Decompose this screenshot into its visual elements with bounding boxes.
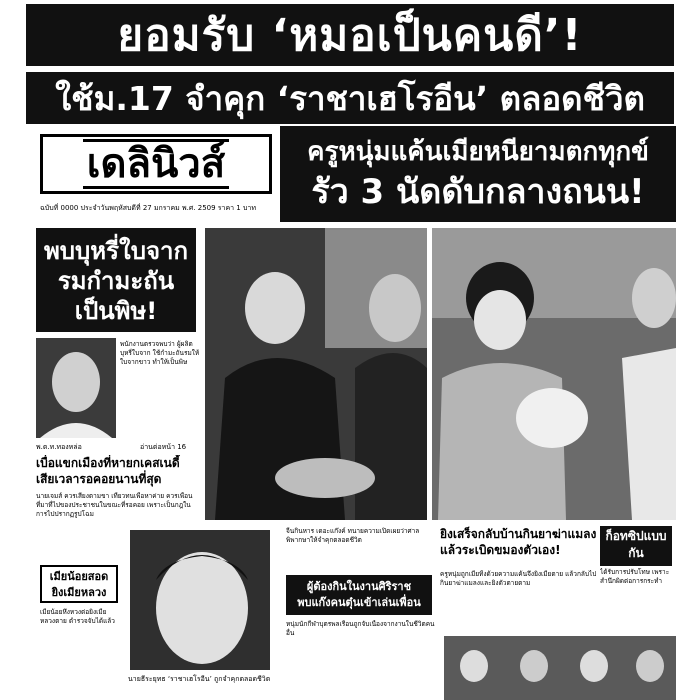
photo-police-officer xyxy=(36,338,116,438)
officer-caption: พ.ต.ท.ทองหล่อ xyxy=(36,443,82,451)
middle-story-intro: จีนกินหาร เดอะแก๊งค์ ทนายความเปิดเผยว่าศาลพิพากษาให้จำคุกตลอดชีวิต xyxy=(286,527,420,544)
mistress-story-box xyxy=(40,565,118,603)
masthead-title: เดลินิวส์ xyxy=(83,139,229,189)
mistress-story-body: เมียน้อยหึงหวงต่อยิงเมียหลวงตาย ตำรวจจับได้แล้ว xyxy=(40,608,115,625)
story2-body: นายเจมส์ ควรเสียงตามขา เที่ยวทนเพื่อหาค่าย ควรเพื่อนที่มาที่ไปของประชาชนในขณะที่รอคอย เพราะเป็นกฎในการไปปรากฏรูปโฉม xyxy=(36,492,193,518)
gossip-line1: ก็อทซิปแบบกัน xyxy=(605,529,667,560)
heroin-caption: นายธีระยุทธ ‘ราชาเฮโรอีน’ ถูกจำคุกตลอดชีวิต xyxy=(128,675,271,683)
main-headline: ยอมรับ ‘หมอเป็นคนดี’! xyxy=(26,4,674,66)
siriraj-line1: ผู้ต้องกินในงานศิริราช xyxy=(306,580,412,593)
teacher-story-body: ครูหนุ่มถูกเมียทิ้งด้วยความแค้นจึงยิงเมียตาย แล้วกลับไปกินยาฆ่าแมลงและยิงตัวตายตาม xyxy=(440,570,597,587)
right-headline-line1: ครูหนุ่มแค้นเมียหนียามตกทุกข์ xyxy=(307,137,649,167)
continue-label-1: อ่านต่อหน้า 16 xyxy=(140,443,187,451)
story2-title: เบื่อแขกเมืองที่หายกเคสเนดี้ เสียเวลารอคอยนานที่สุด xyxy=(36,456,180,486)
gossip-body: ได้รับการปรับโทษ เพราะสำนึกผิดต่อการกระทำ xyxy=(600,568,670,585)
mistress-line1: เมียน้อยสอด xyxy=(49,570,109,583)
cigarette-line3: เป็นพิษ! xyxy=(74,297,158,325)
cigarette-line2: รมกำมะถัน xyxy=(57,267,175,295)
photo-man-seated xyxy=(205,228,427,520)
photo-woman-flowers xyxy=(432,228,676,520)
right-headline-box xyxy=(280,126,676,222)
siriraj-story-box xyxy=(286,575,432,615)
right-headline-line2: รัว 3 นัดดับกลางถนน! xyxy=(311,172,645,212)
cigarette-story-body: พนักงานตรวจพบว่า ผู้ผลิตบุหรี่ใบจาก ใช้กำมะถันรมให้ใบจากขาว ทำให้เป็นพิษ xyxy=(120,340,200,366)
teacher-story-title: ยิงเสร็จกลับบ้านกินยาฆ่าแมลง แล้วระเบิดขมองตัวเอง! xyxy=(440,527,597,557)
gossip-box xyxy=(600,526,672,566)
photo-group xyxy=(444,636,676,700)
mistress-line2: ยิงเมียหลวง xyxy=(51,586,107,599)
newspaper-masthead xyxy=(40,134,272,194)
siriraj-line2: พบแก๊งคนตุ๋นเข้าเล่นเพื่อน xyxy=(297,596,421,609)
issue-line: ฉบับที่ 0000 ประจำวันพฤหัสบดีที่ 27 มกราคม พ.ศ. 2509 ราคา 1 บาท xyxy=(40,204,256,212)
siriraj-story-body: หนุ่มนักกีฬาบุตรพลเรือนถูกจับเนื่องจากงานในชีวิตคนอื่น xyxy=(286,620,435,637)
cigarette-story-box xyxy=(36,228,196,332)
cigarette-line1: พบบุหรี่ใบจาก xyxy=(43,237,189,265)
sub-headline: ใช้ม.17 จำคุก ‘ราชาเฮโรอีน’ ตลอดชีวิต xyxy=(26,72,674,124)
